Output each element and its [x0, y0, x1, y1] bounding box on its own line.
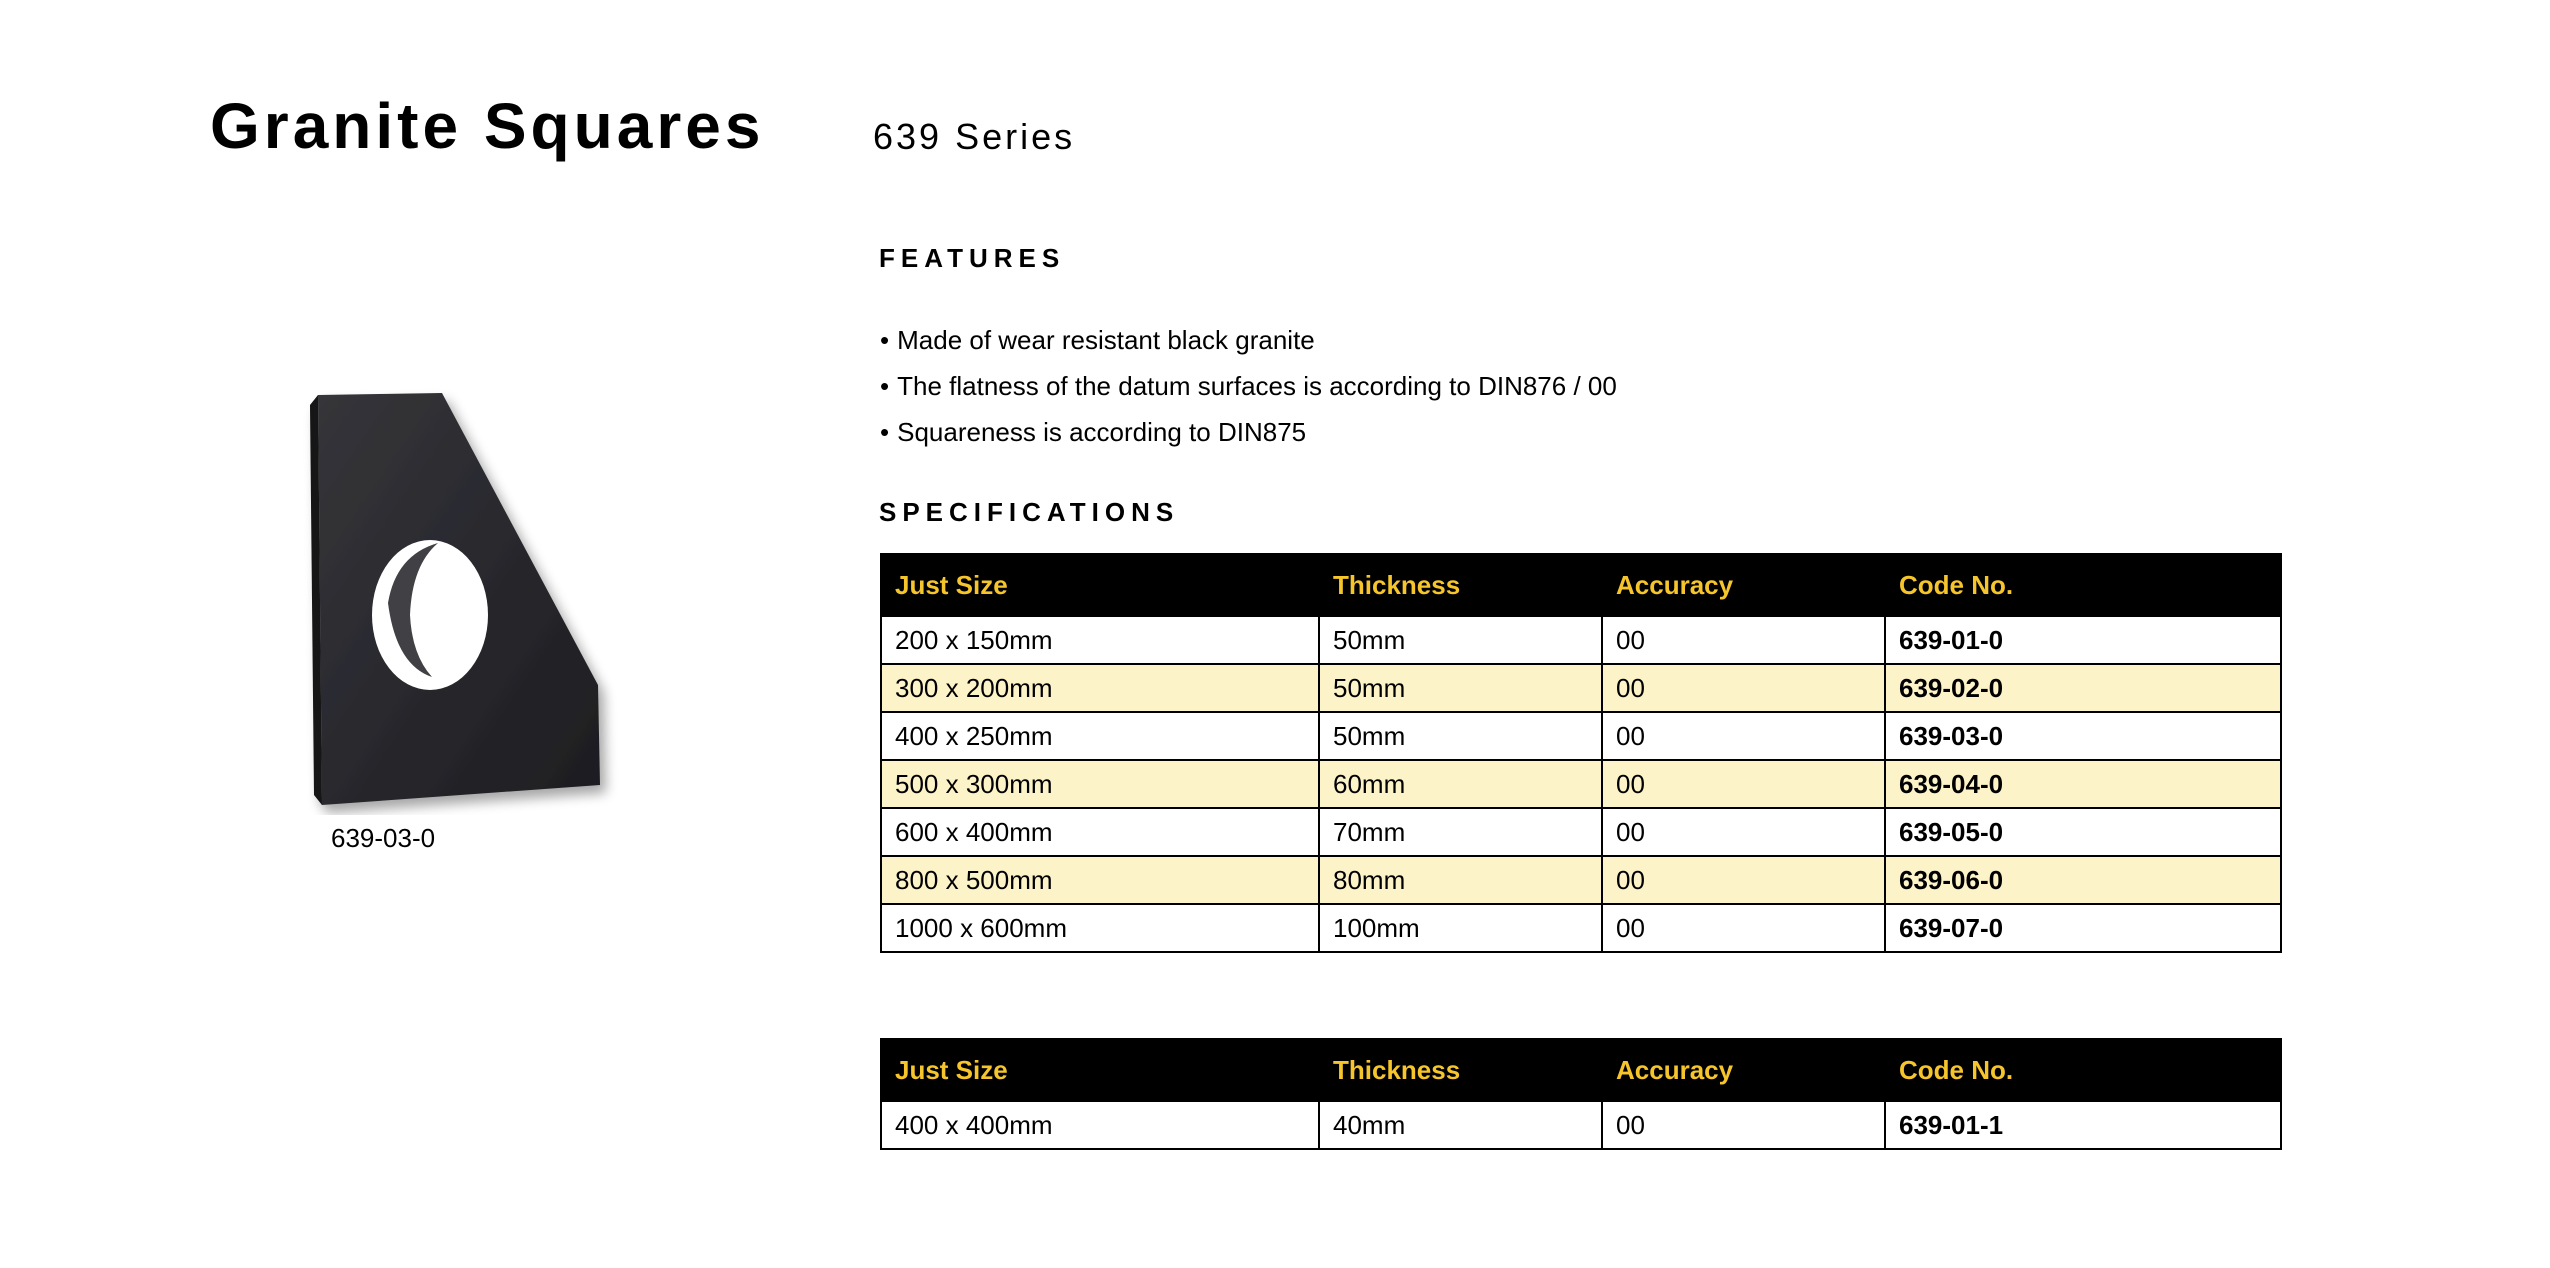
table-row — [881, 856, 2281, 904]
table-row — [881, 760, 2281, 808]
column-header-accuracy: Accuracy — [1602, 554, 1885, 616]
specifications-heading: SPECIFICATIONS — [879, 497, 1180, 527]
page-title: Granite Squares — [210, 90, 765, 162]
table-row — [881, 1101, 2281, 1149]
features-list — [880, 323, 1617, 461]
cell-thickness: 80mm — [1319, 856, 1602, 904]
table-row — [881, 664, 2281, 712]
cell-just-size: 300 x 200mm — [881, 664, 1319, 712]
granite-square-image — [300, 385, 630, 815]
series-label: 639 Series — [873, 116, 1076, 157]
column-header-thickness: Thickness — [1319, 1039, 1602, 1101]
table-row — [881, 808, 2281, 856]
cell-code-no: 639-03-0 — [1885, 712, 2281, 760]
cell-code-no: 639-02-0 — [1885, 664, 2281, 712]
cell-just-size: 600 x 400mm — [881, 808, 1319, 856]
cell-just-size: 500 x 300mm — [881, 760, 1319, 808]
cell-code-no: 639-04-0 — [1885, 760, 2281, 808]
cell-thickness: 60mm — [1319, 760, 1602, 808]
cell-code-no: 639-06-0 — [1885, 856, 2281, 904]
features-heading: FEATURES — [879, 243, 1066, 273]
column-header-accuracy: Accuracy — [1602, 1039, 1885, 1101]
cell-accuracy: 00 — [1602, 904, 1885, 952]
feature-item: • The flatness of the datum surfaces is according to DIN876 / 00 — [880, 369, 1617, 415]
table-row — [881, 616, 2281, 664]
cell-just-size: 1000 x 600mm — [881, 904, 1319, 952]
table-row — [881, 904, 2281, 952]
cell-code-no: 639-07-0 — [1885, 904, 2281, 952]
feature-item: • Squareness is according to DIN875 — [880, 415, 1617, 461]
specifications-table-2 — [880, 1038, 2282, 1150]
table-header-row — [881, 1039, 2281, 1101]
cell-code-no: 639-01-0 — [1885, 616, 2281, 664]
cell-code-no: 639-01-1 — [1885, 1101, 2281, 1149]
cell-accuracy: 00 — [1602, 808, 1885, 856]
cell-thickness: 100mm — [1319, 904, 1602, 952]
specifications-table — [880, 553, 2282, 953]
column-header-just-size: Just Size — [881, 1039, 1319, 1101]
cell-thickness: 50mm — [1319, 616, 1602, 664]
cell-code-no: 639-05-0 — [1885, 808, 2281, 856]
cell-accuracy: 00 — [1602, 616, 1885, 664]
cell-accuracy: 00 — [1602, 712, 1885, 760]
cell-thickness: 70mm — [1319, 808, 1602, 856]
cell-accuracy: 00 — [1602, 1101, 1885, 1149]
cell-thickness: 50mm — [1319, 712, 1602, 760]
cell-thickness: 50mm — [1319, 664, 1602, 712]
cell-just-size: 800 x 500mm — [881, 856, 1319, 904]
cell-accuracy: 00 — [1602, 760, 1885, 808]
cell-just-size: 400 x 250mm — [881, 712, 1319, 760]
column-header-just-size: Just Size — [881, 554, 1319, 616]
column-header-code-no: Code No. — [1885, 554, 2281, 616]
cell-accuracy: 00 — [1602, 664, 1885, 712]
cell-accuracy: 00 — [1602, 856, 1885, 904]
cell-thickness: 40mm — [1319, 1101, 1602, 1149]
cell-just-size: 200 x 150mm — [881, 616, 1319, 664]
table-header-row — [881, 554, 2281, 616]
column-header-code-no: Code No. — [1885, 1039, 2281, 1101]
cell-just-size: 400 x 400mm — [881, 1101, 1319, 1149]
table-row — [881, 712, 2281, 760]
column-header-thickness: Thickness — [1319, 554, 1602, 616]
feature-item: • Made of wear resistant black granite — [880, 323, 1617, 369]
image-caption: 639-03-0 — [331, 823, 436, 853]
